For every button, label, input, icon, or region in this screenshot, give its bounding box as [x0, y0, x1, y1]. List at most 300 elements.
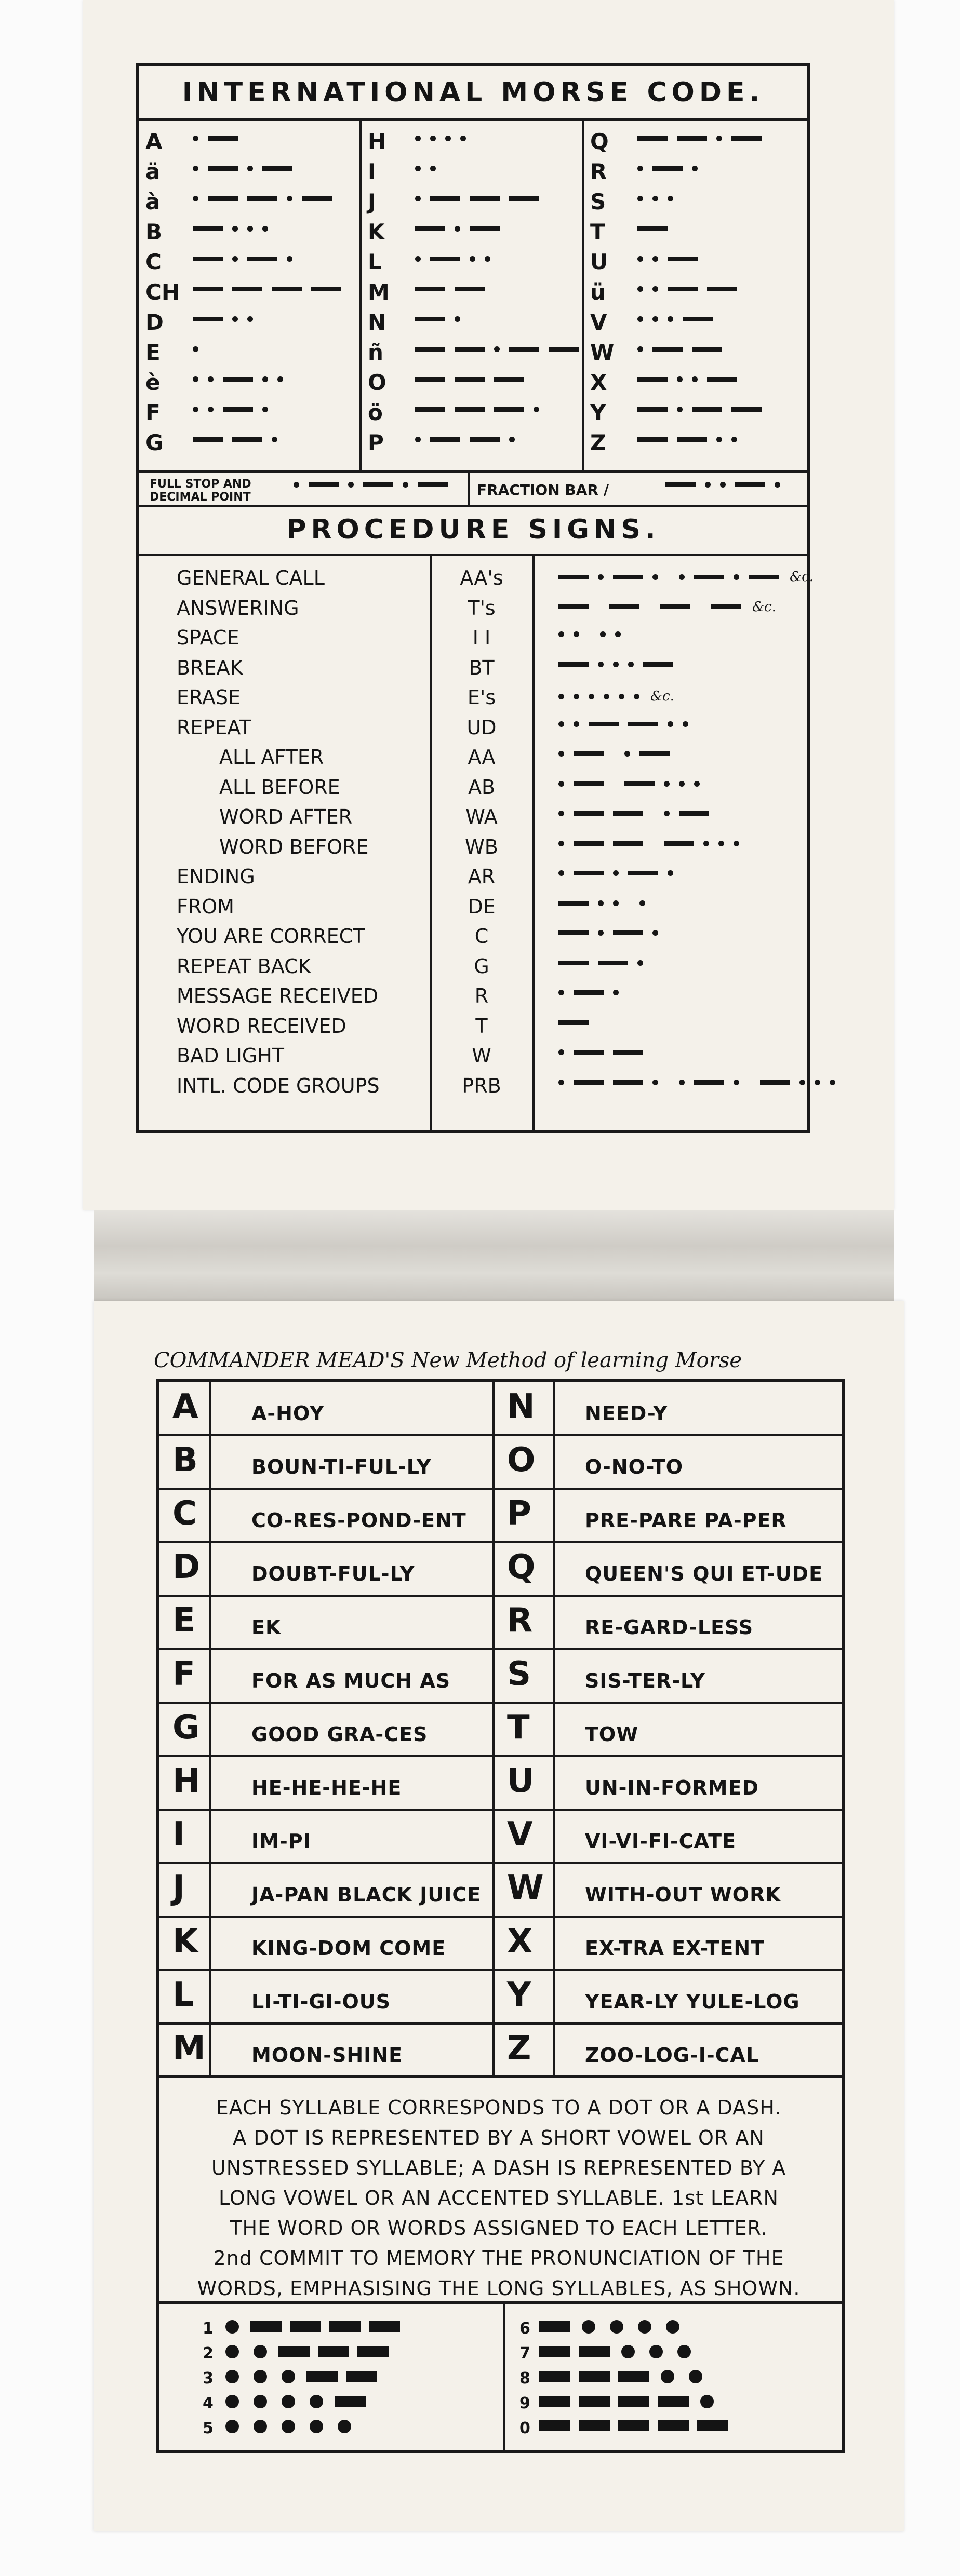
- dot-mark: [558, 631, 564, 637]
- dot-mark: [637, 196, 643, 201]
- dot-mark: [652, 574, 658, 580]
- dash-mark: [302, 196, 332, 201]
- dash-mark: [193, 317, 223, 321]
- procedure-name: REPEAT BACK: [177, 954, 311, 978]
- dot-mark: [679, 574, 685, 580]
- mead-letter: U: [507, 1762, 534, 1800]
- dot-mark: [455, 226, 460, 232]
- mead-letter: A: [172, 1387, 198, 1426]
- procedure-abbr: BT: [469, 656, 495, 679]
- dash-mark: [637, 407, 668, 412]
- divider: [468, 470, 470, 507]
- binding-hinge: [94, 1210, 894, 1301]
- mead-letter: T: [507, 1708, 530, 1747]
- dash-mark: [223, 377, 253, 382]
- dot-mark: [225, 2345, 239, 2358]
- dot-mark: [652, 1080, 658, 1085]
- dash-mark: [193, 287, 223, 291]
- morse-code: [188, 435, 282, 443]
- dash-mark: [415, 407, 445, 412]
- dot-mark: [668, 196, 673, 201]
- morse-letter: U: [590, 249, 608, 275]
- dot-mark: [558, 1049, 564, 1055]
- morse-letter: A: [145, 129, 163, 154]
- mead-word: JA-PAN BLACK JUICE: [251, 1883, 482, 1906]
- dash-mark: [637, 437, 668, 442]
- procedure-name: REPEAT: [177, 716, 251, 739]
- procedure-name: FROM: [177, 895, 234, 918]
- dash-mark: [618, 2420, 649, 2431]
- mead-word: NEED-Y: [585, 1402, 668, 1425]
- morse-code: [188, 164, 297, 172]
- procedure-code: [554, 988, 623, 996]
- mead-word: HE-HE-HE-HE: [251, 1776, 402, 1799]
- dash-mark: [470, 437, 500, 442]
- dash-mark: [628, 722, 658, 726]
- dash-mark: [193, 226, 223, 231]
- dot-mark: [558, 841, 564, 846]
- morse-letter: M: [368, 279, 390, 305]
- dash-mark: [637, 377, 668, 382]
- dash-mark: [618, 2371, 649, 2382]
- dash-mark: [677, 437, 707, 442]
- morse-letter: I: [368, 159, 376, 184]
- dot-mark: [600, 631, 606, 637]
- mead-word: FOR AS MUCH AS: [251, 1669, 451, 1692]
- dash-mark: [574, 1050, 604, 1055]
- dot-mark: [294, 482, 299, 488]
- number-code: [218, 2395, 370, 2408]
- dash-mark: [579, 2371, 610, 2382]
- procedure-abbr: PRB: [462, 1074, 501, 1097]
- dot-mark: [615, 631, 621, 637]
- divider: [582, 118, 584, 473]
- dash-mark: [415, 317, 445, 321]
- dash-mark: [558, 1020, 589, 1025]
- morse-letter: S: [590, 189, 606, 214]
- dot-mark: [574, 721, 579, 727]
- morse-code: [188, 285, 346, 293]
- number-code: [535, 2345, 698, 2358]
- etc-note: &c.: [752, 599, 776, 615]
- dot-mark: [652, 930, 658, 936]
- mead-letter: P: [507, 1494, 531, 1533]
- mead-word: O-NO-TO: [585, 1455, 684, 1478]
- mead-letter: M: [172, 2029, 206, 2068]
- morse-code: [188, 405, 273, 413]
- dash-mark: [613, 1050, 643, 1055]
- divider: [492, 1381, 495, 2076]
- morse-code: [633, 375, 742, 383]
- mead-word: VI-VI-FI-CATE: [585, 1830, 736, 1853]
- morse-letter: E: [145, 340, 161, 365]
- dash-mark: [579, 2420, 610, 2431]
- dash-mark: [637, 226, 668, 231]
- procedure-code: [554, 839, 744, 847]
- divider: [503, 2301, 505, 2452]
- dot-mark: [734, 574, 739, 580]
- dot-mark: [613, 990, 619, 995]
- dash-mark: [278, 2346, 310, 2357]
- dot-mark: [613, 662, 619, 667]
- morse-letter: L: [368, 249, 382, 275]
- number-code: [218, 2420, 358, 2433]
- dot-mark: [232, 316, 238, 322]
- morse-letter: è: [145, 370, 161, 395]
- dash-mark: [455, 287, 485, 291]
- dot-mark: [254, 2370, 267, 2383]
- mead-letter: Q: [507, 1548, 536, 1586]
- dot-mark: [589, 694, 594, 699]
- dot-mark: [558, 990, 564, 995]
- dash-mark: [509, 347, 539, 352]
- procedure-name: WORD RECEIVED: [177, 1014, 346, 1037]
- mead-word: EX-TRA EX-TENT: [585, 1937, 765, 1960]
- dash-mark: [735, 482, 765, 487]
- dot-mark: [247, 316, 253, 322]
- dash-mark: [731, 407, 762, 412]
- morse-code: [410, 315, 465, 323]
- mead-letter: E: [172, 1601, 195, 1640]
- morse-code: [410, 134, 471, 142]
- morse-letter: à: [145, 189, 161, 214]
- mead-word: WITH-OUT WORK: [585, 1883, 781, 1906]
- dot-mark: [677, 376, 683, 382]
- number-code: [535, 2395, 721, 2408]
- number-label: 8: [519, 2369, 530, 2388]
- procedure-code: [554, 720, 693, 728]
- dash-mark: [470, 196, 500, 201]
- dot-mark: [652, 286, 658, 292]
- divider: [157, 1702, 843, 1704]
- dash-mark: [579, 2396, 610, 2407]
- dash-mark: [539, 2420, 570, 2431]
- dash-mark: [415, 287, 445, 291]
- dot-mark: [634, 694, 639, 699]
- morse-letter: G: [145, 430, 164, 455]
- dash-mark: [311, 287, 341, 291]
- divider: [430, 554, 432, 1131]
- mead-word: PRE-PARE PA-PER: [585, 1509, 787, 1532]
- dot-mark: [666, 2320, 679, 2334]
- procedure-code: [554, 630, 625, 638]
- dash-mark: [613, 811, 643, 816]
- number-label: 3: [203, 2369, 214, 2388]
- dot-mark: [494, 346, 500, 352]
- dash-mark: [335, 2396, 366, 2407]
- etc-note: &c.: [650, 689, 674, 704]
- dash-mark: [357, 2346, 389, 2357]
- mead-letter: G: [172, 1708, 200, 1747]
- dash-mark: [208, 166, 238, 171]
- dot-mark: [637, 316, 643, 322]
- dot-mark: [232, 226, 238, 232]
- morse-code: [633, 315, 717, 323]
- dot-mark: [193, 136, 198, 141]
- dot-mark: [638, 2320, 651, 2334]
- divider: [157, 1648, 843, 1650]
- dot-mark: [689, 2370, 702, 2383]
- procedure-abbr: C: [474, 925, 489, 948]
- morse-letter: C: [145, 249, 162, 275]
- dot-mark: [598, 900, 604, 906]
- mead-letter: F: [172, 1655, 195, 1693]
- dash-mark: [558, 961, 589, 965]
- mead-letter: J: [172, 1869, 185, 1907]
- dash-mark: [539, 2321, 570, 2332]
- number-code: [535, 2420, 732, 2431]
- dot-mark: [830, 1080, 835, 1085]
- dot-mark: [287, 196, 292, 201]
- dash-mark: [415, 377, 445, 382]
- dot-mark: [277, 376, 283, 382]
- divider: [157, 1809, 843, 1811]
- dash-mark: [574, 811, 604, 816]
- morse-letter: CH: [145, 279, 180, 305]
- dash-mark: [628, 871, 658, 875]
- procedure-name: ALL AFTER: [219, 746, 324, 768]
- dot-mark: [310, 2395, 323, 2408]
- dash-mark: [589, 722, 619, 726]
- mead-letter: N: [507, 1387, 535, 1426]
- dot-mark: [683, 721, 688, 727]
- dot-mark: [470, 256, 475, 262]
- divider: [157, 1541, 843, 1543]
- dash-mark: [694, 575, 724, 579]
- procedure-code: [554, 690, 674, 703]
- morse-code: [410, 224, 504, 233]
- morse-letter: O: [368, 370, 386, 395]
- number-code: [218, 2345, 393, 2358]
- morse-letter: D: [145, 309, 164, 335]
- dash-mark: [749, 575, 779, 579]
- full-stop-code: [289, 480, 452, 489]
- dot-mark: [598, 574, 604, 580]
- mead-letter: B: [172, 1441, 198, 1479]
- dash-mark: [250, 2321, 282, 2332]
- dot-mark: [445, 136, 451, 141]
- dot-mark: [679, 781, 685, 787]
- dash-mark: [415, 226, 445, 231]
- dot-mark: [734, 1080, 739, 1085]
- dot-mark: [637, 346, 643, 352]
- morse-letter: Z: [590, 430, 606, 455]
- dot-mark: [254, 2395, 267, 2408]
- number-label: 9: [519, 2394, 530, 2412]
- procedure-name: BAD LIGHT: [177, 1044, 285, 1067]
- dot-mark: [338, 2420, 351, 2433]
- dash-mark: [711, 604, 741, 609]
- dash-mark: [613, 841, 643, 846]
- morse-letter: X: [590, 370, 607, 395]
- mead-word: KING-DOM COME: [251, 1937, 446, 1960]
- dash-mark: [609, 604, 639, 609]
- mead-letter: Y: [507, 1976, 531, 2014]
- dash-mark: [232, 437, 262, 442]
- procedure-code: [554, 1018, 593, 1027]
- dot-mark: [694, 781, 700, 787]
- divider: [157, 2022, 843, 2025]
- dash-mark: [309, 482, 339, 487]
- instructions: [161, 2093, 836, 2303]
- dash-mark: [574, 781, 604, 786]
- dot-mark: [558, 1080, 564, 1085]
- procedure-title: PROCEDURE SIGNS.: [286, 514, 660, 545]
- procedure-code: [554, 899, 650, 907]
- procedure-name: BREAK: [177, 656, 243, 679]
- dot-mark: [734, 841, 739, 846]
- dot-mark: [624, 751, 630, 757]
- dash-mark: [664, 841, 694, 846]
- dot-mark: [700, 2395, 714, 2408]
- morse-code: [410, 194, 544, 203]
- procedure-name: INTL. CODE GROUPS: [177, 1074, 380, 1097]
- procedure-abbr: AA's: [460, 567, 503, 589]
- procedure-name: ENDING: [177, 865, 255, 888]
- dot-mark: [272, 437, 277, 442]
- dot-mark: [664, 811, 670, 816]
- divider: [532, 554, 535, 1131]
- morse-code: [633, 435, 742, 443]
- morse-letter: H: [368, 129, 386, 154]
- mead-letter: I: [172, 1815, 185, 1854]
- number-label: 1: [203, 2319, 214, 2338]
- mead-letter: Z: [507, 2029, 531, 2068]
- morse-code: [410, 435, 519, 443]
- procedure-code: [554, 928, 663, 937]
- dash-mark: [707, 377, 737, 382]
- dash-mark: [430, 257, 460, 261]
- morse-code: [633, 224, 672, 233]
- dot-mark: [558, 781, 564, 787]
- mead-title: COMMANDER MEAD'S New Method of learning Morse: [154, 1348, 742, 1372]
- divider: [157, 2301, 843, 2304]
- number-code: [218, 2320, 404, 2334]
- dash-mark: [668, 257, 698, 261]
- dot-mark: [282, 2370, 295, 2383]
- dot-mark: [815, 1080, 820, 1085]
- dash-mark: [329, 2321, 361, 2332]
- morse-code: [633, 285, 742, 293]
- dot-mark: [716, 437, 722, 442]
- dash-mark: [679, 811, 709, 816]
- dot-mark: [652, 316, 658, 322]
- instruction-line: LONG VOWEL OR AN ACCENTED SYLLABLE. 1st LEARN: [219, 2187, 779, 2209]
- mead-word: QUEEN'S QUI ET-UDE: [585, 1562, 823, 1585]
- dot-mark: [455, 316, 460, 322]
- morse-code: [633, 164, 702, 172]
- dot-mark: [705, 482, 711, 488]
- morse-letter: N: [368, 309, 386, 335]
- dash-mark: [318, 2346, 349, 2357]
- number-code: [535, 2370, 710, 2383]
- dot-mark: [598, 662, 604, 667]
- dot-mark: [558, 870, 564, 876]
- dash-mark: [539, 2371, 570, 2382]
- dot-mark: [637, 166, 643, 171]
- number-label: 4: [203, 2394, 214, 2412]
- dash-mark: [637, 136, 668, 141]
- dash-mark: [549, 347, 579, 352]
- dash-mark: [494, 377, 524, 382]
- dash-mark: [558, 662, 589, 667]
- morse-code: [410, 405, 544, 413]
- dot-mark: [287, 256, 292, 262]
- dot-mark: [621, 2345, 635, 2358]
- dot-mark: [415, 166, 421, 171]
- dot-mark: [254, 2420, 267, 2433]
- divider: [553, 1381, 555, 2076]
- mead-word: LI-TI-GI-OUS: [251, 1990, 391, 2013]
- procedure-name: GENERAL CALL: [177, 567, 325, 589]
- dash-mark: [624, 781, 655, 786]
- procedure-abbr: AB: [468, 775, 496, 799]
- dot-mark: [403, 482, 408, 488]
- etc-note: &c.: [790, 569, 814, 585]
- dash-mark: [306, 2371, 338, 2382]
- dash-mark: [697, 2420, 728, 2431]
- dot-mark: [692, 166, 698, 171]
- procedure-code: [554, 600, 776, 614]
- number-code: [535, 2320, 687, 2334]
- dot-mark: [637, 286, 643, 292]
- mead-letter: R: [507, 1601, 533, 1640]
- dot-mark: [558, 751, 564, 757]
- morse-letter: V: [590, 309, 607, 335]
- procedure-abbr: W: [472, 1044, 491, 1067]
- procedure-code: [554, 959, 648, 967]
- number-label: 5: [203, 2419, 214, 2437]
- dot-mark: [677, 407, 683, 412]
- morse-code: [188, 134, 243, 142]
- dot-mark: [485, 256, 490, 262]
- dash-mark: [470, 226, 500, 231]
- mead-word: TOW: [585, 1723, 639, 1746]
- procedure-code: [554, 809, 714, 817]
- dot-mark: [558, 721, 564, 727]
- morse-letter: B: [145, 219, 163, 245]
- morse-chart-title: INTERNATIONAL MORSE CODE.: [182, 77, 765, 108]
- procedure-code: [554, 779, 704, 788]
- dot-mark: [348, 482, 354, 488]
- dash-mark: [455, 347, 485, 352]
- dot-mark: [232, 256, 238, 262]
- mead-word: IM-PI: [251, 1830, 311, 1853]
- dash-mark: [579, 2346, 610, 2357]
- dash-mark: [665, 482, 696, 487]
- morse-letter: F: [145, 400, 161, 425]
- dash-mark: [539, 2396, 570, 2407]
- procedure-abbr: R: [474, 984, 489, 1007]
- number-label: 7: [519, 2344, 530, 2363]
- procedure-code: [554, 660, 678, 668]
- dash-mark: [290, 2321, 321, 2332]
- dot-mark: [415, 196, 421, 201]
- dash-mark: [692, 407, 722, 412]
- morse-letter: ñ: [368, 340, 383, 365]
- divider: [157, 1488, 843, 1490]
- dash-mark: [613, 930, 643, 935]
- mead-letter: V: [507, 1815, 533, 1854]
- dash-mark: [455, 407, 485, 412]
- morse-code: [633, 345, 727, 353]
- dot-mark: [282, 2420, 295, 2433]
- morse-code: [188, 194, 337, 203]
- divider: [138, 470, 809, 473]
- dot-mark: [254, 2345, 267, 2358]
- procedure-name: WORD BEFORE: [219, 835, 369, 858]
- mead-word: GOOD GRA-CES: [251, 1723, 428, 1746]
